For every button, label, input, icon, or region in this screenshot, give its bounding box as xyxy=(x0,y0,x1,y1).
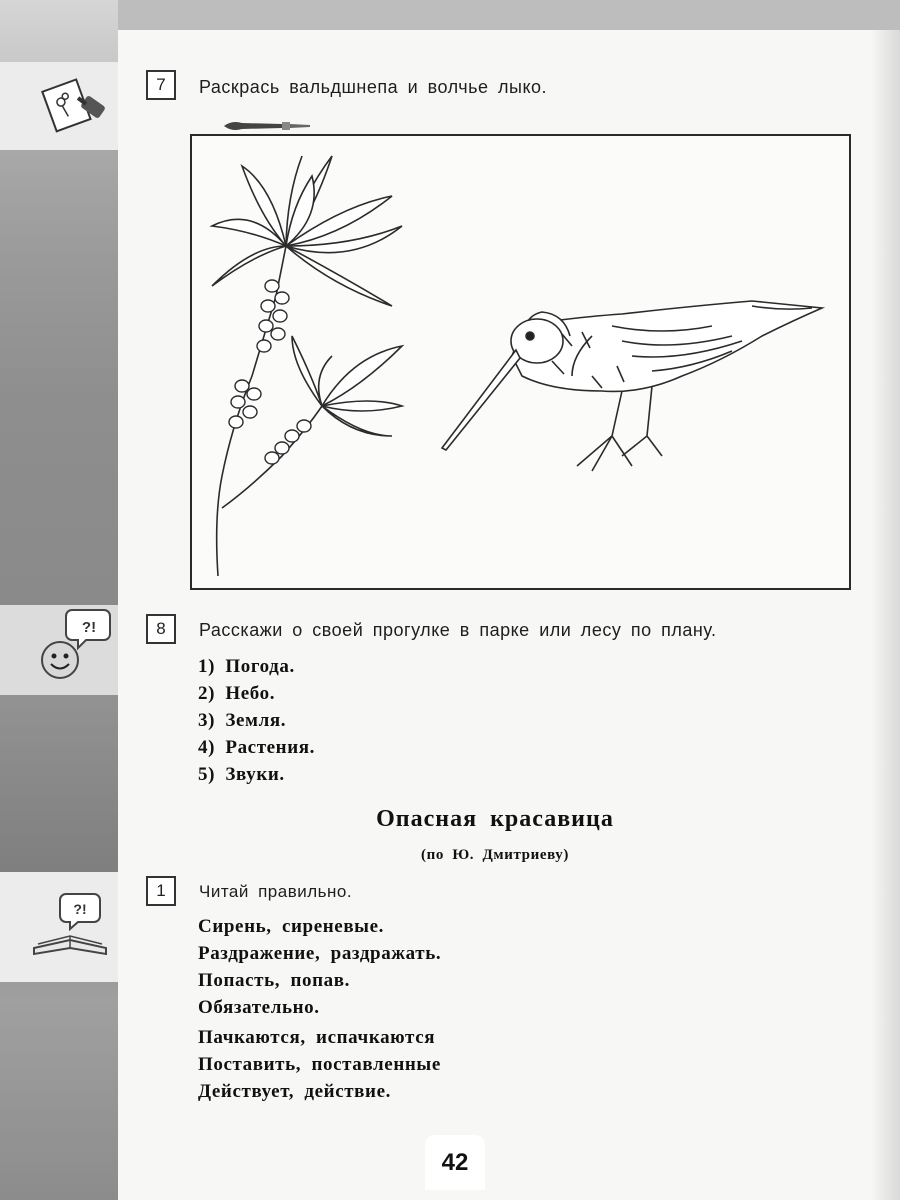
reading-line: Действует, действие. xyxy=(198,1081,391,1102)
smiley-speech-icon xyxy=(34,604,114,684)
left-margin-band xyxy=(0,0,118,1200)
plan-item: 3) Земля. xyxy=(198,710,287,731)
drawing-area xyxy=(192,136,849,588)
wolfs-bast-berries xyxy=(229,280,311,464)
plan-item: 5) Звуки. xyxy=(198,764,285,785)
plan-item: 2) Небо. xyxy=(198,683,276,704)
task-number-box: 7 xyxy=(146,70,176,100)
task-number-box: 1 xyxy=(146,876,176,906)
wolfs-bast-plant xyxy=(212,156,402,576)
open-book-icon xyxy=(30,890,112,960)
task-instruction: Раскрась вальдшнепа и волчье лыко. xyxy=(199,77,548,97)
page-number: 42 xyxy=(425,1135,485,1190)
task-number-box: 8 xyxy=(146,614,176,644)
task-instruction: Читай правильно. xyxy=(199,882,353,901)
coloring-picture xyxy=(190,134,851,590)
story-author: (по Ю. Дмитриеву) xyxy=(421,847,569,863)
task-instruction: Расскажи о своей прогулке в парке или лесу по плану. xyxy=(199,620,717,640)
reading-line: Раздражение, раздражать. xyxy=(198,943,442,964)
story-title: Опасная красавица xyxy=(376,806,614,832)
reading-line: Обязательно. xyxy=(198,997,320,1018)
plan-item: 4) Растения. xyxy=(198,737,316,758)
reading-line: Пачкаются, испачкаются xyxy=(198,1027,436,1048)
reading-line: Сирень, сиреневые. xyxy=(198,916,385,937)
paint-brush-icon xyxy=(38,68,108,138)
reading-line: Поставить, поставленные xyxy=(198,1054,441,1075)
svg-text:?!: ?! xyxy=(73,901,87,917)
svg-text:?!: ?! xyxy=(81,619,97,636)
woodcock-bird xyxy=(442,301,822,471)
reading-line: Попасть, попав. xyxy=(198,970,350,991)
plan-item: 1) Погода. xyxy=(198,656,295,677)
page-shadow xyxy=(870,30,900,1200)
